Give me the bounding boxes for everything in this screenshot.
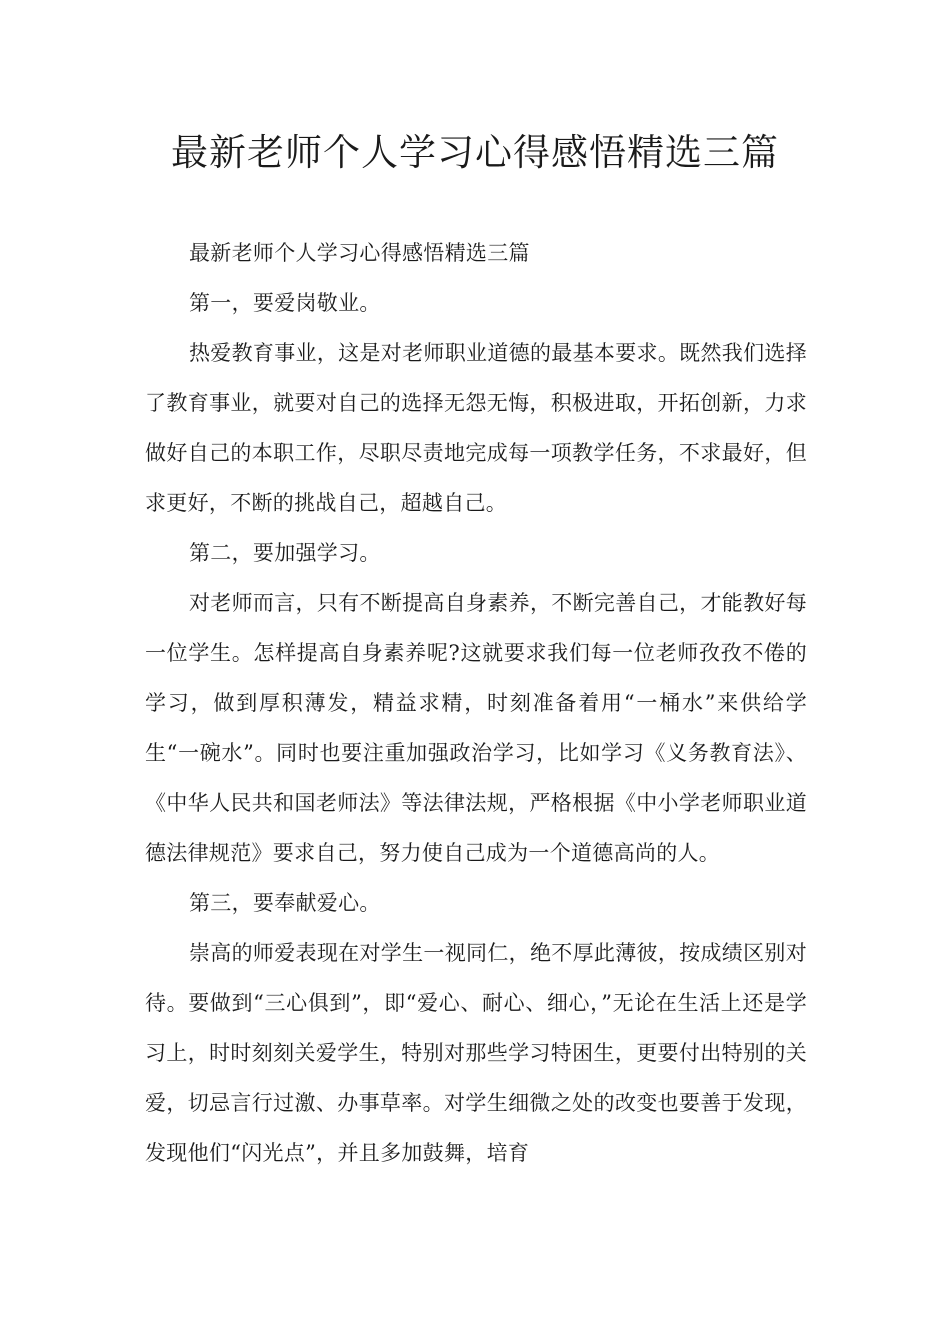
paragraph-heading-1: 第一，要爱岗敬业。 [189, 291, 381, 315]
document-title: 最新老师个人学习心得感悟精选三篇 [171, 131, 779, 174]
paragraph-heading-2: 第二，要加强学习。 [189, 541, 381, 565]
paragraph-body-3: 崇高的师爱表现在对学生一视同仁，绝不厚此薄彼，按成绩区别对待。要做到“三心俱到”，即“爱心、耐心、细心，”无论在生活上还是学习上，时时刻刻关爱学生，特别对那些学习特困生，更要付出特别的关爱，切忌言行过激、办事草率。对学生细微之处的改变也要善于发现，发现他们“闪光点”，并且多加鼓舞，培育 [145, 941, 807, 1165]
paragraph-body-2: 对老师而言，只有不断提高自身素养，不断完善自己，才能教好每一位学生。怎样提高自身素养呢?这就要求我们每一位老师孜孜不倦的学习，做到厚积薄发，精益求精，时刻准备着用“一桶水”来供给学生“一碗水”。同时也要注重加强政治学习，比如学习《义务教育法》、《中华人民共和国老师法》等法律法规，严格根据《中小学老师职业道德法律规范》要求自己，努力使自己成为一个道德高尚的人。 [145, 591, 807, 865]
paragraph-heading-3: 第三，要奉献爱心。 [189, 891, 381, 915]
paragraph-subtitle: 最新老师个人学习心得感悟精选三篇 [189, 241, 530, 265]
paragraph-body-1: 热爱教育事业，这是对老师职业道德的最基本要求。既然我们选择了教育事业，就要对自己的选择无怨无悔，积极进取，开拓创新，力求做好自己的本职工作，尽职尽责地完成每一项教学任务，不求最好，但求更好，不断的挑战自己，超越自己。 [145, 341, 807, 515]
document-body [145, 228, 807, 1178]
